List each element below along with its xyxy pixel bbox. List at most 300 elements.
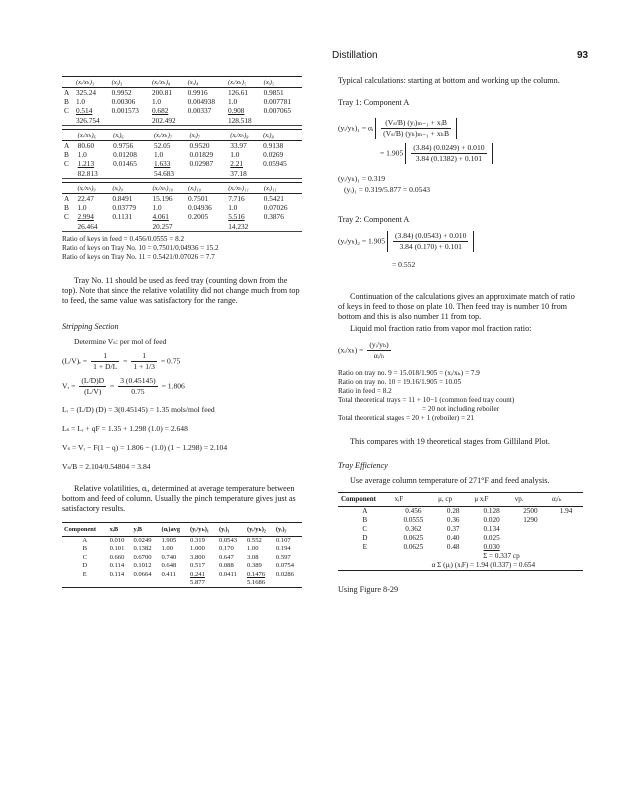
eq3-lhs: (yᵢ/yₕ)₂ = 1.905 (338, 236, 386, 246)
key-table-header-cell: (xᵢ)₈ (261, 130, 302, 141)
key-ratio-tables (62, 76, 302, 232)
efficiency-cell (549, 525, 583, 534)
efficiency-table-header (338, 493, 583, 507)
key-table-total: 37.18 (230, 169, 247, 178)
component-cell: 0.0754 (275, 562, 295, 570)
ratio-tray-11: Ratio of keys on Tray No. 11 = 0.5421/0.07026 = 7.7 (62, 253, 215, 261)
component-cell: 0.101 (109, 545, 125, 553)
right-column (338, 76, 583, 601)
key-table-cell: 1.633 (153, 159, 171, 168)
component-header-cell: (yᵢ)₂ (274, 523, 302, 537)
key-table-row (62, 88, 302, 98)
component-cell: E (82, 570, 87, 578)
key-table-cell: 0.8491 (112, 194, 133, 203)
key-table-total: 54.683 (153, 169, 175, 178)
key-table-cell: 0.9138 (263, 141, 284, 150)
component-cell (217, 579, 245, 588)
tray1-result-2: (yᵢ)₁ = 0.319/5.877 = 0.0543 (344, 185, 431, 194)
key-table-cell: 0.02987 (189, 159, 214, 168)
key-table-row (62, 194, 302, 204)
lv-equation (62, 351, 302, 372)
efficiency-cell: 0.362 (405, 525, 422, 533)
efficiency-cell (512, 525, 549, 534)
key-table-cell: 0.9952 (111, 88, 132, 97)
efficiency-cell (512, 534, 549, 543)
component-cell: 0.389 (246, 562, 262, 570)
ratio-tray-10: Ratio of keys on Tray No. 10 = 0.7501/0.04936 = 15.2 (62, 244, 219, 252)
efficiency-alpha-sum: α Σ (μᵢ) (xᵢF) = 1.94 (0.337) = 0.654 (392, 561, 583, 571)
key-table-rule-cell (62, 231, 302, 232)
key-table-cell: 1.0 (230, 150, 240, 159)
component-cell: 0.6700 (133, 553, 152, 561)
lv-frac-1 (91, 351, 119, 372)
key-table-cell (62, 221, 75, 231)
key-table-row (62, 106, 302, 115)
vr-frac-2 (118, 376, 157, 397)
key-table-cell: 0.514 (75, 106, 93, 115)
key-table-cell: 1.213 (77, 159, 95, 168)
component-cell: 0.517 (190, 562, 205, 570)
efficiency-row (338, 507, 583, 517)
key-table-total: 128.518 (227, 116, 252, 125)
tray-line: Ratio in feed = 8.2 (338, 387, 392, 395)
tray1-eq1 (338, 118, 583, 139)
component-cell: A (82, 537, 88, 544)
key-table-cell: 33.97 (230, 141, 247, 150)
relative-volatility-paragraph: Relative volatilities, αᵢ, determined at average temperature between bottom and feed of column. Usually the pinch temperature gives just as satisfactory results. (62, 484, 296, 513)
key-table-cell: 0.01829 (189, 150, 214, 159)
tray-line: Ratio on tray no. 10 = 19.16/1.905 = 10.05 (338, 378, 462, 386)
efficiency-table-body (338, 507, 583, 571)
lv-f2-den: 1 + 1/3 (133, 362, 155, 371)
eq3-bracket (387, 231, 474, 252)
component-cell (62, 579, 108, 588)
component-cell: B (82, 545, 87, 553)
efficiency-header-cell: xᵢF (392, 493, 436, 507)
key-table-row (62, 212, 302, 221)
key-table-header (62, 183, 302, 194)
key-table-cell: 2.21 (230, 159, 244, 168)
efficiency-sum-row (338, 552, 583, 561)
key-table-header-cell: (xᵢ)₆ (111, 130, 152, 141)
key-table-cell: 1.0 (77, 150, 87, 159)
lr-equation: Lᵣ = (L/D) (D) = 3(0.45145) = 1.35 mols/mol feed (62, 405, 215, 414)
efficiency-header-cell: μ xᵢF (471, 493, 511, 507)
efficiency-cell: 0.456 (405, 507, 422, 515)
key-table-total-row (62, 221, 302, 231)
component-cell: 0.1476 (246, 570, 266, 578)
component-cell (131, 579, 159, 588)
component-cell: 0.660 (109, 553, 125, 561)
key-table-header-cell: (xᵢ/xₕ)₁₁ (226, 183, 262, 194)
vr-f2-den: 0.75 (131, 387, 145, 396)
key-table-header-cell: (xᵢ)₄ (186, 77, 226, 88)
lv-result: = 0.75 (160, 356, 181, 366)
key-table-cell: 0.01465 (113, 159, 137, 168)
key-table-cell: A (64, 194, 70, 203)
component-cell: 0.0664 (133, 570, 152, 578)
efficiency-cell: C (362, 525, 368, 533)
key-ratios (62, 235, 302, 262)
component-header-cell: Component (62, 523, 108, 537)
tray1-result-1: (yᵢ/yₕ)₁ = 0.319 (338, 174, 386, 183)
component-cell: 0.648 (161, 562, 177, 570)
efficiency-cell (392, 552, 436, 561)
key-table-cell: 200.81 (151, 88, 173, 97)
component-cell: 0.0411 (218, 570, 237, 578)
key-table-row (62, 141, 302, 151)
liq-num: (yᵢ/yₕ) (369, 340, 389, 349)
component-header-cell: (yᵢ/yₕ)₂ (245, 523, 274, 537)
efficiency-cell: 0.0625 (403, 534, 424, 542)
key-table-header-cell: (xᵢ/xₕ)₇ (152, 130, 187, 141)
liquid-ratio-equation (338, 340, 583, 361)
component-cell: 1.00 (161, 545, 174, 553)
key-table-header (62, 130, 302, 141)
key-table-cell (262, 221, 302, 231)
key-table-cell: 4.061 (152, 212, 169, 221)
key-table-cell: A (64, 88, 70, 97)
key-table-rule (62, 178, 302, 179)
key-table-cell: 0.07026 (263, 203, 288, 212)
efficiency-cell: 0.020 (483, 516, 500, 524)
key-table-cell (62, 115, 74, 125)
component-cell: 0.241 (190, 570, 205, 578)
component-total-row (62, 579, 302, 588)
key-table-cell: C (64, 212, 69, 221)
component-cell: C (82, 553, 87, 561)
key-table-cell: A (64, 141, 70, 150)
component-cell (108, 579, 132, 588)
key-ratio-table (62, 76, 302, 126)
key-table-total: 14.232 (228, 222, 249, 231)
efficiency-alpha-row (338, 561, 583, 571)
component-header-cell: (yᵢ)₁ (217, 523, 245, 537)
key-table-cell: 1.0 (153, 150, 164, 159)
key-table-header-cell: (xᵢ/xₕ)₉ (75, 183, 110, 194)
using-figure: Using Figure 8-29 (338, 585, 399, 594)
component-total: 5.877 (188, 579, 217, 588)
key-table-row (62, 159, 302, 168)
key-table-header-cell: (xᵢ)₁₁ (262, 183, 302, 194)
vsb-equation: Vₛ/B = 2.104/0.54804 = 3.84 (62, 462, 151, 471)
key-table-row (62, 150, 302, 159)
tray-1-heading: Tray 1: Component A (338, 98, 410, 107)
key-table-cell (187, 168, 228, 178)
efficiency-cell: A (362, 507, 368, 515)
key-table-cell: 0.5421 (263, 194, 284, 203)
key-table-cell (261, 168, 302, 178)
efficiency-header-cell: vp. (512, 493, 549, 507)
component-cell: 0.319 (190, 537, 205, 544)
component-cell: 3.08 (246, 553, 259, 561)
component-cell: 0.740 (161, 553, 177, 561)
key-table-header-cell: (xᵢ)₇ (187, 130, 228, 141)
tray2-result: = 0.552 (392, 260, 416, 269)
key-table-header-cell: (xᵢ/xₕ)₄ (150, 77, 186, 88)
key-table-cell: 0.3876 (263, 212, 284, 221)
efficiency-cell: 0.0625 (403, 543, 424, 551)
key-table-cell: 0.01208 (113, 150, 137, 159)
eq2-den: 3.84 (0.1382) + 0.101 (415, 154, 483, 163)
eq2-bracket (405, 143, 492, 164)
component-cell: 1.000 (190, 545, 205, 553)
liquid-ratio-paragraph: Liquid mol fraction ratio from vapor mol fraction ratio: (350, 324, 532, 333)
vr-equation (62, 376, 302, 397)
efficiency-cell: 0.030 (483, 543, 500, 551)
component-cell: 0.597 (275, 553, 291, 561)
key-table-header-cell: (xᵢ/xₕ)₁₀ (150, 183, 186, 194)
key-table-total: 202.492 (151, 116, 176, 125)
key-table-cell: 0.682 (151, 106, 169, 115)
key-table-header-cell: (xᵢ)₁₀ (186, 183, 226, 194)
key-table-cell: 0.007065 (263, 106, 291, 115)
key-table-row (62, 203, 302, 212)
efficiency-sigma: Σ = 0.337 cp (483, 552, 520, 560)
efficiency-cell: 0.128 (483, 507, 500, 515)
key-table-rule-cell (62, 178, 302, 179)
continuation-paragraph: Continuation of the calculations gives an approximate match of ratio of keys in feed to those on plate 10. Then feed tray is number 10 from bottom and this is also number 11 from top. (338, 292, 575, 321)
key-table-corner (62, 77, 74, 88)
efficiency-cell: 2500 (523, 507, 538, 515)
efficiency-cell: 0.134 (483, 525, 500, 533)
key-table-cell: C (64, 106, 69, 115)
component-cell: 0.411 (161, 570, 177, 578)
key-table-cell: 80.60 (77, 141, 95, 150)
key-table-cell: 7.716 (228, 194, 245, 203)
efficiency-row (338, 543, 583, 552)
efficiency-cell (549, 543, 583, 552)
key-table-header-cell: (xᵢ)₉ (110, 183, 150, 194)
efficiency-cell (549, 516, 583, 525)
key-table-cell (186, 115, 226, 125)
key-table-cell: 126.61 (227, 88, 249, 97)
vr-frac-1 (79, 376, 106, 397)
key-table-cell: 0.1131 (112, 212, 133, 221)
key-table-cell: 0.7501 (188, 194, 209, 203)
component-cell (274, 579, 302, 588)
key-table-cell: 15.196 (152, 194, 173, 203)
lv-eq2: = (123, 356, 128, 366)
key-table-cell: 1.0 (152, 203, 162, 212)
key-table-cell: 0.9520 (189, 141, 210, 150)
component-header-cell: (αᵢ)avg (159, 523, 188, 537)
eq1-den: (Vₛ/B) (yₕ)ₘ₋₁ + xₕB (383, 129, 450, 138)
eq2-lhs: = 1.905 (380, 148, 404, 158)
efficiency-cell: 0.40 (446, 534, 460, 542)
efficiency-cell: D (362, 534, 368, 542)
component-cell: 0.1382 (133, 545, 152, 553)
key-table-header-cell: (xᵢ/xₕ)₃ (74, 77, 110, 88)
key-table-total: 26.464 (77, 222, 98, 231)
eq2-frac (411, 143, 486, 164)
lv-f2-num: 1 (131, 351, 157, 362)
tray-ratio-lines (338, 369, 583, 423)
key-table-cell (186, 221, 226, 231)
component-cell: 1.905 (161, 537, 177, 544)
key-table-cell: 1.0 (228, 203, 238, 212)
key-table-rule (62, 125, 302, 126)
key-table-cell: B (64, 203, 69, 212)
efficiency-header-cell: μ, cp (435, 493, 471, 507)
efficiency-cell: 0.025 (483, 534, 500, 542)
eq1-frac (381, 118, 451, 139)
vr-f1-num: (L/D)D (81, 376, 105, 385)
feed-tray-paragraph: Tray No. 11 should be used as feed tray (counting down from the top). Note that since the relative volatility did not change much from top to feed, the same value was satisfactory for the range. (62, 276, 300, 305)
component-cell: 0.0543 (218, 537, 238, 544)
key-table-header-cell: (xᵢ/xₕ)₅ (226, 77, 262, 88)
component-cell: 0.088 (218, 562, 234, 570)
eq2-num: (3.84) (0.0249) + 0.010 (413, 143, 485, 152)
eq1-lhs: (yᵢ/yₕ)₁ = αᵢ (338, 123, 374, 133)
key-table-cell: 0.9756 (113, 141, 134, 150)
vr-result: = 1.806 (161, 381, 185, 391)
lv-frac-2 (131, 351, 157, 372)
running-title: Distillation (332, 50, 378, 61)
key-table-rule (62, 231, 302, 232)
efficiency-header-cell: Component (338, 493, 392, 507)
component-table (62, 522, 302, 588)
key-table-cell: B (64, 150, 69, 159)
component-cell: 0.552 (246, 537, 262, 544)
page-number: 93 (577, 50, 589, 61)
efficiency-cell (549, 534, 583, 543)
key-table-cell (111, 168, 152, 178)
efficiency-cell: 1.94 (559, 507, 573, 515)
key-ratio-table (62, 182, 302, 232)
component-cell: 1.00 (246, 545, 259, 553)
tray-line: Total theoretical trays = 11 + 10−1 (common feed tray count) (338, 396, 515, 404)
key-table-header-cell: (xᵢ)₅ (262, 77, 302, 88)
efficiency-cell: 0.37 (446, 525, 460, 533)
component-cell: 0.647 (218, 553, 234, 561)
efficiency-cell (338, 561, 392, 571)
tray1-eq2 (338, 143, 583, 164)
efficiency-row (338, 525, 583, 534)
component-row (62, 554, 302, 562)
eq3-frac (393, 231, 468, 252)
stripping-section-heading: Stripping Section (62, 322, 119, 331)
component-cell: 0.114 (109, 562, 125, 570)
typical-calculations: Typical calculations: starting at bottom and working up the column. (338, 76, 560, 85)
key-table-cell (110, 221, 150, 231)
key-table-cell: 1.0 (227, 97, 238, 106)
efficiency-cell: E (362, 543, 367, 551)
key-table-cell: 0.00337 (187, 106, 212, 115)
key-table-cell: 0.9916 (187, 88, 208, 97)
component-cell: D (82, 562, 88, 570)
key-table-cell: 22.47 (77, 194, 94, 203)
gilliland-comparison: This compares with 19 theoretical stages from Gilliland Plot. (350, 437, 550, 446)
component-row (62, 562, 302, 570)
key-table-row (62, 97, 302, 106)
component-header-cell: xᵢB (108, 523, 132, 537)
key-table-cell: 0.03779 (112, 203, 137, 212)
efficiency-cell (512, 543, 549, 552)
key-table-header-cell: (xᵢ)₃ (110, 77, 150, 88)
key-table-corner (62, 130, 76, 141)
component-row (62, 545, 302, 553)
component-cell: 0.010 (109, 537, 125, 544)
key-table-cell: 1.0 (77, 203, 87, 212)
component-table-body (62, 537, 302, 588)
vr-f1-den: (L/V) (84, 387, 102, 396)
key-table-cell: 52.05 (153, 141, 171, 150)
ls-equation: Lₛ = Lᵣ + qF = 1.35 + 1.298 (1.0) = 2.648 (62, 424, 188, 433)
key-table-cell: 0.001573 (111, 106, 139, 115)
efficiency-cell: 0.36 (446, 516, 460, 524)
key-table-corner (62, 183, 75, 194)
key-table-cell: 0.2005 (188, 212, 209, 221)
efficiency-paragraph: Use average column temperature of 271°F and feed analysis. (350, 476, 550, 485)
key-table-cell: 0.04936 (188, 203, 212, 212)
key-table-header-cell: (xᵢ/xₕ)₈ (228, 130, 261, 141)
efficiency-row (338, 516, 583, 525)
lv-lhs: (L/V)ᵣ = (62, 356, 88, 366)
component-total: 5.1686 (245, 579, 274, 588)
key-table-cell: 0.05945 (263, 159, 287, 168)
eq3-den: 3.84 (0.170) + 0.101 (399, 242, 462, 251)
liq-lhs: (xᵢ/xₕ) = (338, 345, 364, 355)
left-column (62, 76, 302, 588)
efficiency-row (338, 534, 583, 543)
component-cell: 0.1012 (133, 562, 152, 570)
vr-eq2: = (110, 381, 115, 391)
component-header-cell: yᵢB (131, 523, 159, 537)
tray-2-heading: Tray 2: Component A (338, 215, 410, 224)
tray2-eq (338, 231, 583, 252)
component-cell: 0.194 (275, 545, 291, 553)
tray-line: Ratio on tray no. 9 = 15.018/1.905 = (xᵢ/xₕ) = 7.9 (338, 369, 480, 377)
component-cell: 0.170 (218, 545, 234, 553)
key-table-cell: 0.0269 (263, 150, 284, 159)
key-table-total-row (62, 115, 302, 125)
determine-vs: Determine Vₛ: per mol of feed (74, 337, 167, 346)
eq3-num: (3.84) (0.0543) + 0.010 (395, 231, 467, 240)
component-row (62, 571, 302, 579)
component-table-header (62, 523, 302, 537)
efficiency-cell (338, 552, 392, 561)
key-table-cell: C (64, 159, 69, 168)
efficiency-cell: 1290 (523, 516, 538, 524)
component-cell: 0.114 (109, 570, 125, 578)
efficiency-table (338, 492, 583, 571)
vr-lhs: Vᵣ = (62, 381, 76, 391)
eq1-bracket (375, 118, 457, 139)
key-table-cell: 0.007781 (263, 97, 291, 106)
key-table-cell: 1.0 (75, 97, 86, 106)
key-table-total: 326.754 (75, 116, 100, 125)
component-header-cell: (yᵢ/yₕ)₁ (188, 523, 217, 537)
component-cell: 0.0286 (275, 570, 295, 578)
eq1-num: (Vₛ/B) (yᵢ)ₘ₋₁ + xᵢB (381, 118, 451, 129)
efficiency-cell: 0.48 (446, 543, 460, 551)
key-table-header-cell: (xᵢ/xₕ)₆ (76, 130, 111, 141)
key-table-cell (62, 168, 76, 178)
key-table-header (62, 77, 302, 88)
page-header (0, 50, 620, 64)
key-table-cell: 0.004938 (187, 97, 215, 106)
key-table-total: 20.257 (152, 222, 173, 231)
key-table-cell: 0.908 (227, 106, 245, 115)
lv-f1-num: 1 (91, 351, 119, 362)
liq-frac (367, 340, 390, 361)
vr-f2-num: 3 (0.45145) (120, 376, 156, 385)
key-table-total: 82.813 (77, 169, 98, 178)
vs-equation: Vₛ = Vᵣ − F(1 − q) = 1.806 − (1.0) (1 − 1.298) = 2.104 (62, 443, 228, 452)
component-cell: 0.107 (275, 537, 291, 544)
ratio-feed: Ratio of keys in feed = 0.456/0.0555 = 8.2 (62, 235, 185, 243)
